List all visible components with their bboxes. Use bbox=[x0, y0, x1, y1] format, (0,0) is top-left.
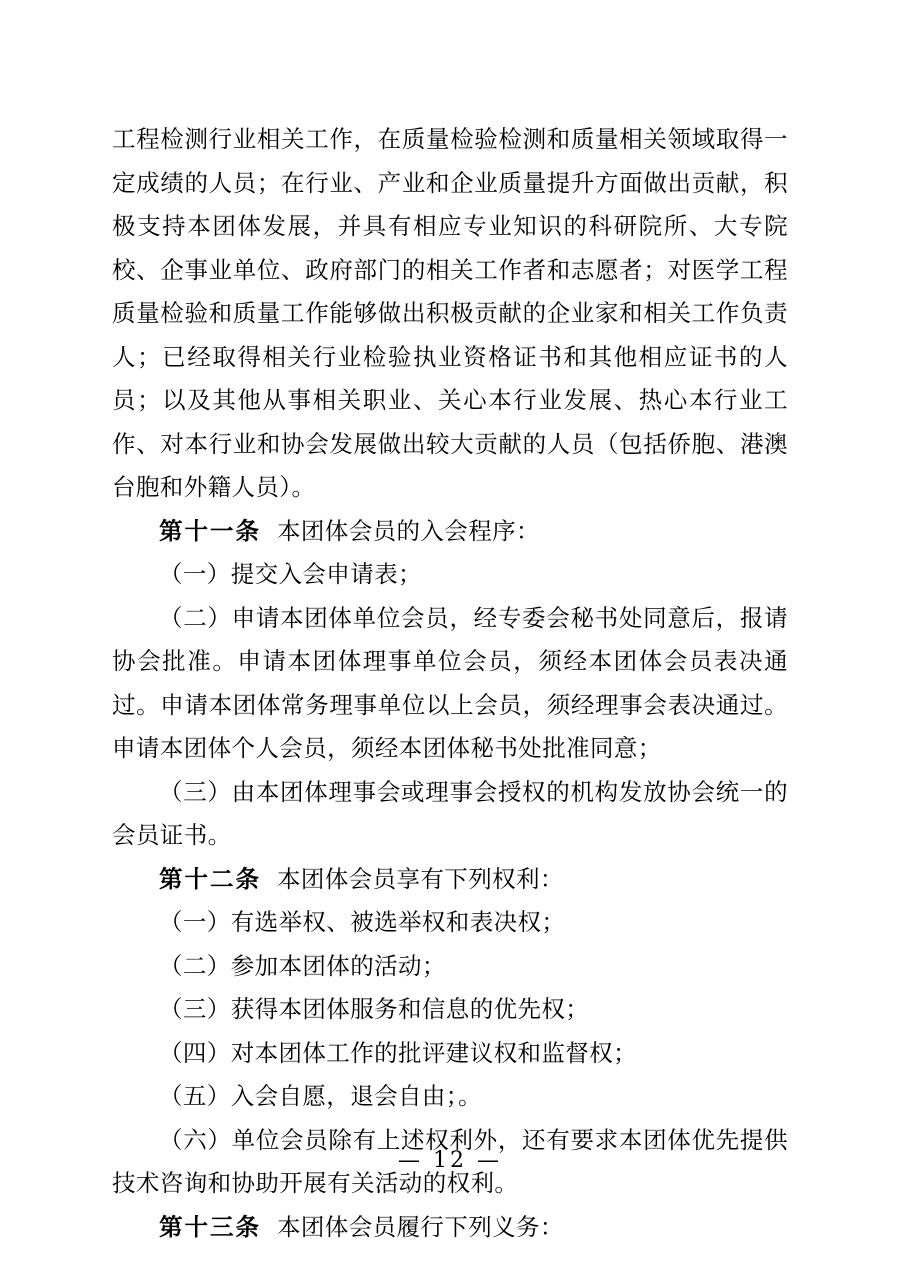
article-number-11: 第十一条 bbox=[159, 516, 261, 545]
article-text-11: 本团体会员的入会程序： bbox=[277, 516, 540, 545]
page-number: — 12 — bbox=[398, 1148, 502, 1173]
article-number-13: 第十三条 bbox=[159, 1212, 261, 1241]
list-item-11-2: （二）申请本团体单位会员，经专委会秘书处同意后，报请协会批准。申请本团体理事单位会员，须经本团体会员表决通过。申请本团体常务理事单位以上会员，须经理事会表决通过。申请本团体个人会员，须经本团体秘书处批准同意； bbox=[112, 603, 788, 762]
list-item-12-2: （二）参加本团体的活动； bbox=[159, 951, 446, 980]
list-item-12-6: （六）单位会员除有上述权利外，还有要求本团体优先提供技术咨询和协助开展有关活动的权利。 bbox=[112, 1125, 788, 1197]
document-body bbox=[112, 118, 788, 1249]
list-item-12-4: （四）对本团体工作的批评建议权和监督权； bbox=[159, 1038, 637, 1067]
article-heading-13 bbox=[112, 1206, 788, 1250]
paragraph-continuation: 工程检测行业相关工作，在质量检验检测和质量相关领域取得一定成绩的人员；在行业、产业和企业质量提升方面做出贡献，积极支持本团体发展，并具有相应专业知识的科研院所、大专院校、企事业单位、政府部门的相关工作者和志愿者；对医学工程质量检验和质量工作能够做出积极贡献的企业家和相关工作负责人；已经取得相关行业检验执业资格证书和其他相应证书的人员；以及其他从事相关职业、关心本行业发展、热心本行业工作、对本行业和协会发展做出较大贡献的人员（包括侨胞、港澳台胞和外籍人员）。 bbox=[112, 125, 788, 501]
article-heading-12 bbox=[112, 858, 788, 902]
article-number-12: 第十二条 bbox=[159, 864, 261, 893]
article-text-13: 本团体会员履行下列义务： bbox=[277, 1212, 564, 1241]
list-item-12-3: （三）获得本团体服务和信息的优先权； bbox=[159, 995, 590, 1023]
list-item-12-5: （五）入会自愿，退会自由；。 bbox=[159, 1082, 482, 1110]
list-item-12-1: （一）有选举权、被选举权和表决权； bbox=[159, 908, 566, 936]
list-item-11-1: （一）提交入会申请表； bbox=[159, 560, 422, 588]
article-text-12: 本团体会员享有下列权利： bbox=[277, 864, 564, 893]
list-item-11-3: （三）由本团体理事会或理事会授权的机构发放协会统一的会员证书。 bbox=[112, 777, 788, 849]
article-heading-11 bbox=[112, 510, 788, 554]
